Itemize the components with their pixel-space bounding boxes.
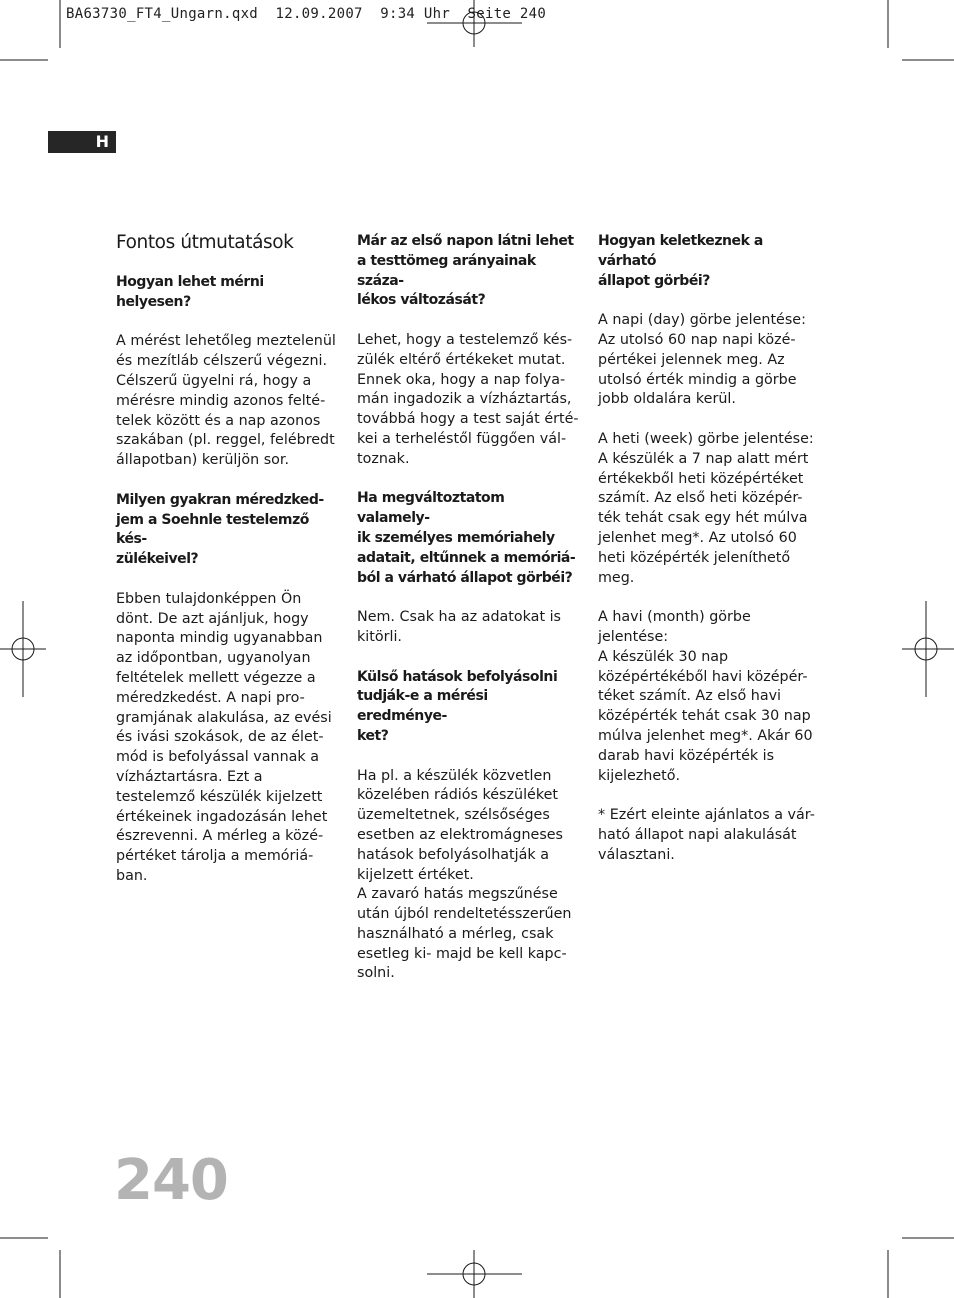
- registration-mark-left: [0, 601, 46, 697]
- answer: Nem. Csak ha az adatokat is kitörli.: [357, 609, 562, 645]
- answer: Lehet, hogy a testelemző kés- zülék eltérő értékeket mutat. Ennek oka, hogy a nap folya- mán ingadozik a vízháztartás, továbbá hogy a test saját érté- kei a terheléstől függően vál- toznak.: [357, 331, 579, 467]
- question: Milyen gyakran méredzked- jem a Soehnle testelemző kés- zülékeivel?: [116, 491, 324, 568]
- registration-mark-right: [902, 601, 954, 697]
- answer: A napi (day) görbe jelentése: Az utolsó 60 nap napi közé- pértékei jelennek meg. Az utolsó érték mindig a görbe jobb oldalára kerül.: [598, 312, 806, 408]
- language-tab: [48, 131, 116, 153]
- question: Már az első napon látni lehet a testtömeg arányainak száza- lékos változását?: [357, 233, 574, 309]
- question: Hogyan lehet mérni helyesen?: [116, 274, 264, 310]
- answer: A heti (week) görbe jelentése: A készülék a 7 nap alatt mért értékekből heti középértéket számít. Az első heti középér- ték tehát csak egy hét múlva jelenhet meg*. Az utolsó 60 heti középérték jeleníthető meg.: [598, 430, 814, 586]
- text-column-2: [357, 232, 579, 984]
- registration-mark-top: [427, 0, 522, 47]
- text-column-1: [116, 232, 338, 887]
- answer: A mérést lehetőleg meztelenül és mezítláb célszerű végezni. Célszerű ügyelni rá, hogy a mérésre mindig azonos felté- telek között és a nap azonos szakában (pl. reggel, felébredt állapotban) kerüljön sor.: [116, 333, 336, 469]
- page-number: 240: [114, 1148, 228, 1213]
- answer: Ha pl. a készülék közvetlen közelében rádiós készüléket üzemeltetnek, szélsőséges esetben az elektromágneses hatások befolyásolhatják a kijelzett értéket. A zavaró hatás megszűnése után újból rendeltetésszerűen használható a mérleg, csak esetleg ki- majd be kell kapc- solni.: [357, 767, 572, 982]
- question: Külső hatások befolyásolni tudják-e a mérési eredménye- ket?: [357, 668, 558, 744]
- section-heading: Fontos útmutatások: [116, 232, 294, 253]
- question: Ha megváltoztatom valamely- ik személyes memóriahely adatait, eltűnnek a memóriá- ból a várható állapot görbéi?: [357, 490, 576, 586]
- text-column-3: [598, 232, 818, 866]
- answer: A havi (month) görbe jelentése: A készülék 30 nap középértékéből havi középér- téket számít. Az első havi középérték tehát csak 30 nap múlva jelenhet meg*. Akár 60 darab havi középérték is kijelezhető.: [598, 609, 813, 784]
- question: Hogyan keletkeznek a várható állapot görbéi?: [598, 233, 763, 289]
- language-tab-label: H: [95, 132, 109, 151]
- answer: Ebben tulajdonképpen Ön dönt. De azt ajánljuk, hogy naponta mindig ugyanabban az időpontban, ugyanolyan feltételek mellett végezze a méredzkedést. A napi pro- gramjának alakulása, az evési és ivási szokások, de az élet- mód is befolyással vannak a vízháztartásra. Ezt a testelemző készülék kijelzett értékeinek ingadozásán lehet észrevenni. A mérleg a közé- pértéket tárolja a memóriá- ban.: [116, 590, 332, 884]
- print-slug: BA63730_FT4_Ungarn.qxd 12.09.2007 9:34 Uhr Seite 240: [66, 6, 547, 22]
- registration-mark-bottom: [427, 1250, 522, 1298]
- footnote: * Ezért eleinte ajánlatos a vár- ható állapot napi alakulását választani.: [598, 807, 815, 863]
